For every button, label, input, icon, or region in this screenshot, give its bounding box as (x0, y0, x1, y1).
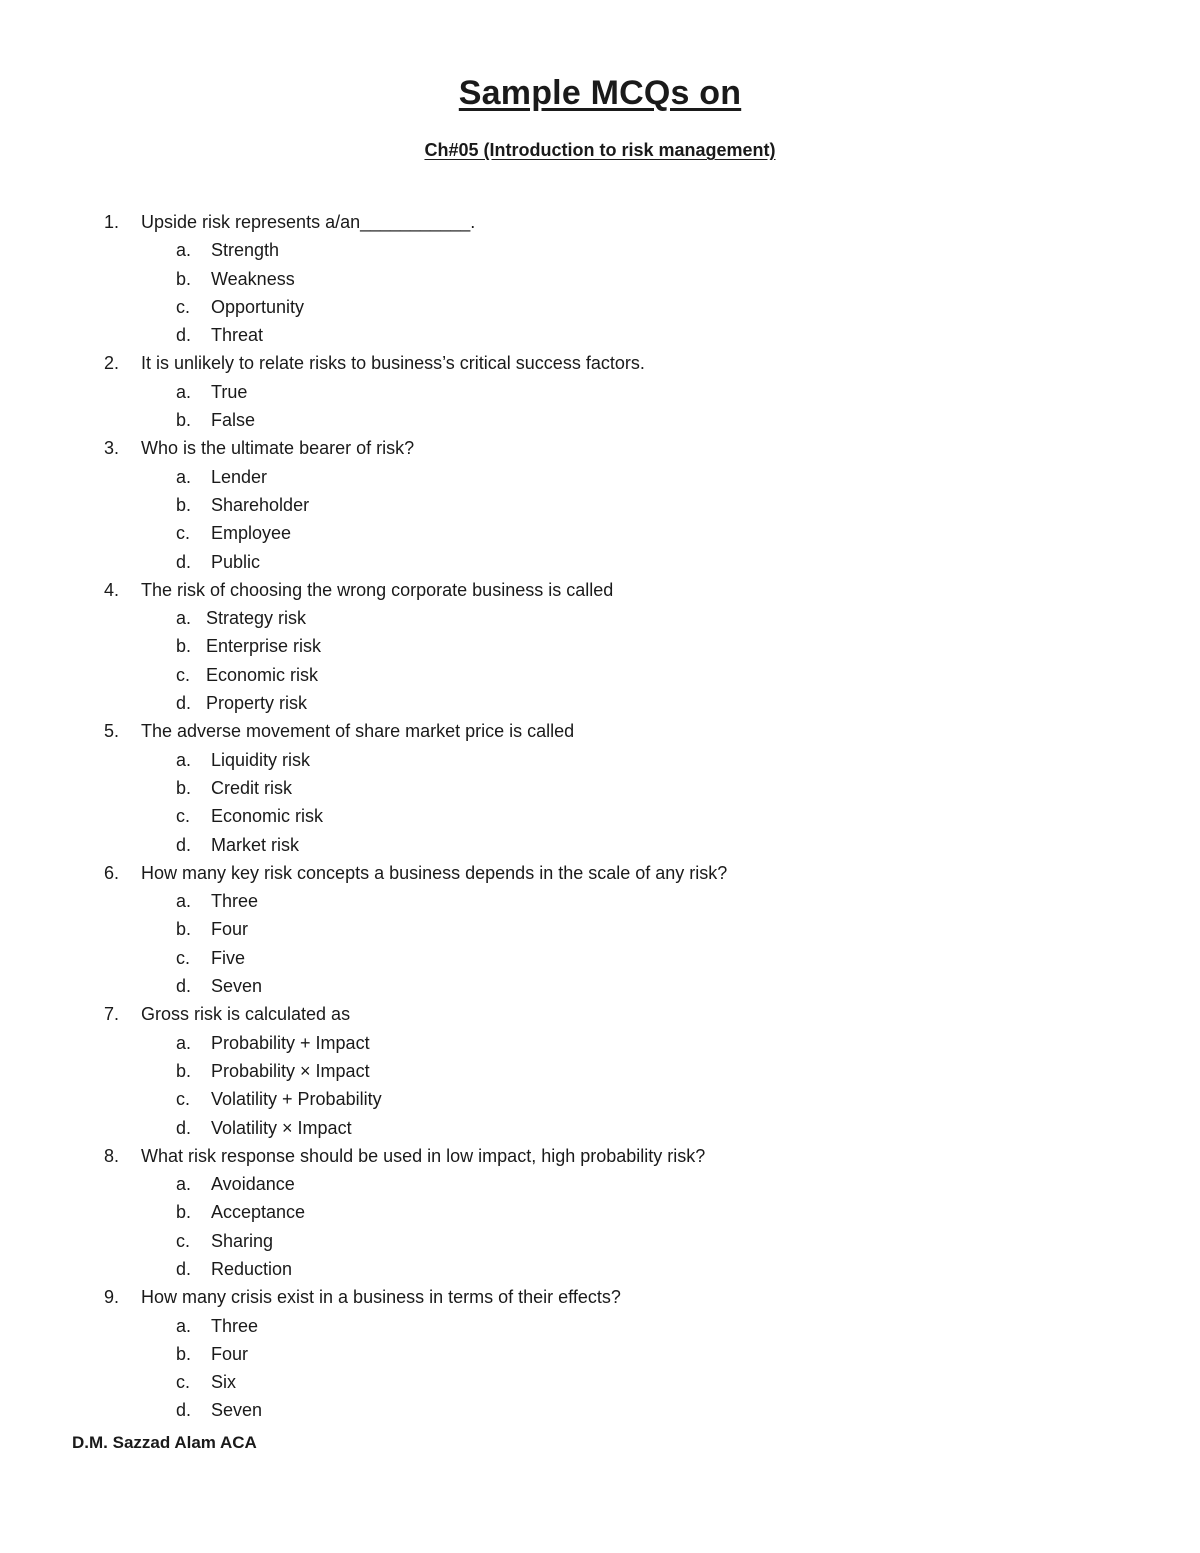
option-letter: b. (176, 1202, 192, 1223)
answer-option (0, 491, 1200, 519)
answer-option (0, 1198, 1200, 1226)
option-list (0, 1170, 1200, 1283)
option-text: Avoidance (211, 1174, 295, 1195)
option-letter: d. (176, 325, 192, 346)
answer-option (0, 802, 1200, 830)
question-number: 1. (104, 212, 120, 232)
answer-option (0, 944, 1200, 972)
question-text: How many key risk concepts a business depends in the scale of any risk? (141, 862, 728, 883)
answer-option (0, 1340, 1200, 1368)
option-text: Employee (211, 523, 292, 544)
option-letter: a. (176, 749, 192, 770)
option-letter: b. (176, 1343, 192, 1364)
question-item (0, 576, 1200, 717)
answer-option (0, 604, 1200, 632)
option-list (0, 887, 1200, 1000)
option-letter: b. (176, 494, 192, 515)
question-text: Upside risk represents a/an___________. (141, 212, 476, 232)
option-letter: d. (176, 976, 192, 997)
option-letter: c. (176, 947, 191, 968)
answer-option (0, 689, 1200, 717)
option-text: Property risk (206, 693, 308, 714)
option-text: False (211, 410, 256, 431)
option-text: Opportunity (211, 296, 305, 317)
option-list (0, 463, 1200, 576)
option-text: Six (211, 1372, 237, 1393)
answer-option (0, 463, 1200, 491)
document-title: Sample MCQs on (458, 74, 742, 112)
question-text: What risk response should be used in low impact, high probability risk? (141, 1145, 706, 1166)
option-text: Strength (211, 240, 280, 261)
option-text: Acceptance (211, 1202, 306, 1223)
option-letter: a. (176, 1315, 192, 1336)
option-list (0, 604, 1200, 717)
option-text: Probability + Impact (211, 1032, 370, 1053)
option-text: Volatility + Probability (211, 1089, 382, 1110)
question-text: The risk of choosing the wrong corporate business is called (141, 579, 614, 600)
answer-option (0, 378, 1200, 406)
option-text: Shareholder (211, 494, 310, 515)
option-letter: b. (176, 919, 192, 940)
answer-option (0, 972, 1200, 1000)
option-letter: c. (176, 664, 191, 685)
answer-option (0, 321, 1200, 349)
option-letter: c. (176, 523, 191, 544)
option-text: Three (211, 1315, 259, 1336)
option-text: Threat (211, 325, 264, 346)
option-list (0, 236, 1200, 349)
answer-option (0, 1057, 1200, 1085)
answer-option (0, 887, 1200, 915)
answer-option (0, 548, 1200, 576)
question-number: 5. (104, 721, 120, 742)
option-letter: d. (176, 1117, 192, 1138)
option-letter: d. (176, 551, 192, 572)
question-text: It is unlikely to relate risks to business’s critical success factors. (141, 353, 645, 374)
option-text: Four (211, 1343, 249, 1364)
answer-option (0, 1227, 1200, 1255)
question-item (0, 349, 1200, 434)
option-text: Reduction (211, 1258, 293, 1279)
option-letter: c. (176, 806, 191, 827)
option-letter: b. (176, 1060, 192, 1081)
question-number: 2. (104, 353, 120, 374)
answer-option (0, 236, 1200, 264)
answer-option (0, 1368, 1200, 1396)
answer-option (0, 265, 1200, 293)
question-line (0, 1283, 1200, 1311)
option-text: Liquidity risk (211, 749, 311, 770)
option-letter: d. (176, 1258, 192, 1279)
question-number: 6. (104, 862, 120, 883)
option-letter: b. (176, 410, 192, 431)
question-item (0, 859, 1200, 1000)
option-letter: a. (176, 891, 192, 912)
option-letter: d. (176, 834, 192, 855)
question-item (0, 1142, 1200, 1283)
answer-option (0, 1396, 1200, 1424)
option-text: Five (211, 947, 246, 968)
question-text: Who is the ultimate bearer of risk? (141, 438, 415, 459)
question-item (0, 717, 1200, 858)
option-list (0, 378, 1200, 435)
question-number: 8. (104, 1145, 120, 1166)
answer-option (0, 632, 1200, 660)
option-letter: c. (176, 1372, 191, 1393)
answer-option (0, 1085, 1200, 1113)
question-line (0, 349, 1200, 377)
option-text: Strategy risk (206, 608, 307, 629)
question-text: Gross risk is calculated as (141, 1004, 351, 1025)
option-text: Seven (211, 976, 263, 997)
option-text: Probability × Impact (211, 1060, 370, 1081)
option-letter: c. (176, 1089, 191, 1110)
answer-option (0, 1029, 1200, 1057)
question-item (0, 208, 1200, 349)
answer-option (0, 519, 1200, 547)
option-text: Economic risk (206, 664, 319, 685)
question-line (0, 717, 1200, 745)
option-text: Lender (211, 466, 268, 487)
question-line (0, 1142, 1200, 1170)
option-text: Seven (211, 1400, 263, 1421)
option-list (0, 1312, 1200, 1425)
question-item (0, 1000, 1200, 1141)
option-letter: a. (176, 1032, 192, 1053)
question-number: 4. (104, 579, 120, 600)
option-text: Three (211, 891, 259, 912)
answer-option (0, 746, 1200, 774)
option-text: Four (211, 919, 249, 940)
answer-option (0, 661, 1200, 689)
answer-option (0, 1255, 1200, 1283)
option-letter: b. (176, 777, 192, 798)
option-letter: a. (176, 608, 192, 629)
question-line (0, 208, 1200, 236)
option-letter: a. (176, 466, 192, 487)
question-line (0, 576, 1200, 604)
option-text: Enterprise risk (206, 636, 322, 657)
option-letter: a. (176, 381, 192, 402)
question-number: 3. (104, 438, 120, 459)
answer-option (0, 1114, 1200, 1142)
option-letter: c. (176, 296, 191, 317)
option-letter: a. (176, 240, 192, 261)
question-text: How many crisis exist in a business in terms of their effects? (141, 1287, 621, 1308)
option-text: Credit risk (211, 777, 293, 798)
question-line (0, 1000, 1200, 1028)
answer-option (0, 915, 1200, 943)
option-list (0, 746, 1200, 859)
answer-option (0, 406, 1200, 434)
option-letter: b. (176, 636, 192, 657)
question-text: The adverse movement of share market price is called (141, 721, 575, 742)
author-footer: D.M. Sazzad Alam ACA (72, 1433, 257, 1452)
option-text: Weakness (211, 268, 295, 289)
option-text: True (211, 381, 248, 402)
answer-option (0, 774, 1200, 802)
question-number: 9. (104, 1287, 120, 1308)
option-letter: d. (176, 1400, 192, 1421)
question-item (0, 434, 1200, 575)
chapter-subtitle: Ch#05 (Introduction to risk management) (424, 140, 776, 160)
option-text: Volatility × Impact (211, 1117, 352, 1138)
answer-option (0, 1312, 1200, 1340)
option-letter: c. (176, 1230, 191, 1251)
option-letter: d. (176, 693, 192, 714)
option-text: Sharing (211, 1230, 274, 1251)
option-text: Economic risk (211, 806, 324, 827)
option-text: Public (211, 551, 261, 572)
option-letter: a. (176, 1174, 192, 1195)
answer-option (0, 1170, 1200, 1198)
answer-option (0, 831, 1200, 859)
question-number: 7. (104, 1004, 120, 1025)
answer-option (0, 293, 1200, 321)
question-item (0, 1283, 1200, 1424)
question-line (0, 859, 1200, 887)
option-letter: b. (176, 268, 192, 289)
option-text: Market risk (211, 834, 300, 855)
question-list (0, 208, 1200, 1425)
question-line (0, 434, 1200, 462)
option-list (0, 1029, 1200, 1142)
